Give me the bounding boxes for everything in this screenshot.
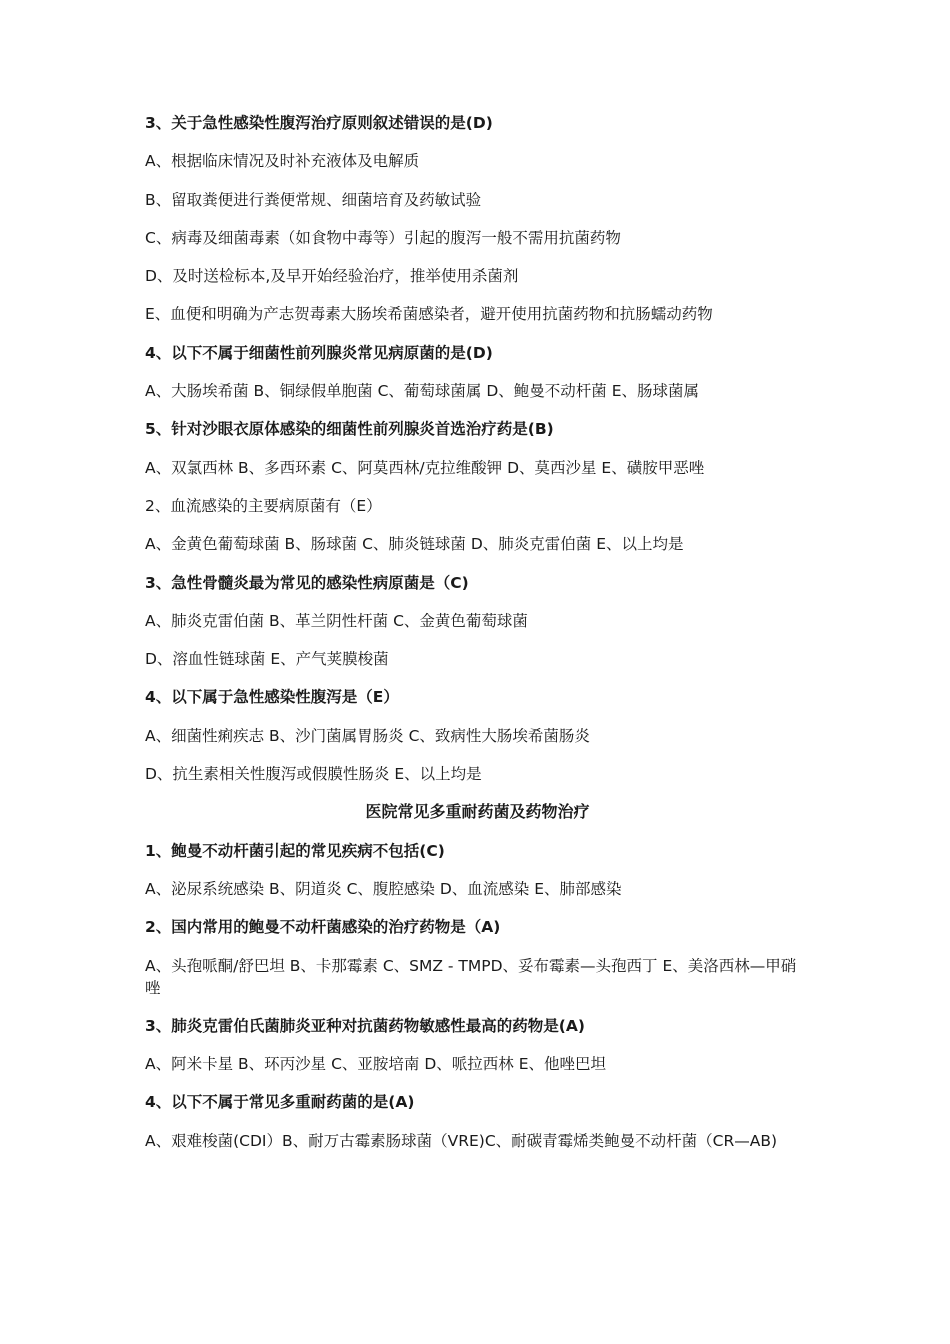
question-line: 2、血流感染的主要病原菌有（E）	[145, 496, 382, 515]
option-line: D、溶血性链球菌 E、产气荚膜梭菌	[145, 650, 389, 669]
option-line: A、泌尿系统感染 B、阴道炎 C、腹腔感染 D、血流感染 E、肺部感染	[145, 879, 622, 898]
section-heading: 医院常见多重耐药菌及药物治疗	[365, 802, 590, 822]
option-line: E、血便和明确为产志贺毒素大肠埃希菌感染者，避开使用抗菌药物和抗肠蠕动药物	[145, 305, 713, 324]
option-line: D、抗生素相关性腹泻或假膜性肠炎 E、以上均是	[145, 765, 482, 784]
document-page	[145, 112, 810, 1168]
question-line: 2、国内常用的鲍曼不动杆菌感染的治疗药物是（A)	[145, 918, 501, 937]
option-line: A、艰难梭菌(CDI）B、耐万古霉素肠球菌（VRE)C、耐碳青霉烯类鲍曼不动杆菌（CR—AB)	[145, 1131, 778, 1150]
option-line: A、双氯西林 B、多西环素 C、阿莫西林/克拉维酸钾 D、莫西沙星 E、磺胺甲恶唑	[145, 458, 705, 477]
option-line: A、细菌性痢疾志 B、沙门菌属胃肠炎 C、致病性大肠埃希菌肠炎	[145, 726, 590, 745]
question-line: 5、针对沙眼衣原体感染的细菌性前列腺炎首选治疗药是(B)	[145, 420, 554, 439]
option-line: A、阿米卡星 B、环丙沙星 C、亚胺培南 D、哌拉西林 E、他唑巴坦	[145, 1055, 606, 1074]
option-line: A、根据临床情况及时补充液体及电解质	[145, 152, 420, 171]
option-line: A、肺炎克雷伯菌 B、革兰阴性杆菌 C、金黄色葡萄球菌	[145, 611, 528, 630]
option-line: A、头孢哌酮/舒巴坦 B、卡那霉素 C、SMZ - TMPD、妥布霉素—头孢西丁 E、美洛西林—甲硝唑	[145, 956, 797, 997]
question-line: 4、以下不属于细菌性前列腺炎常见病原菌的是(D)	[145, 343, 493, 362]
question-line: 4、以下属于急性感染性腹泻是（E）	[145, 688, 399, 707]
question-line: 3、关于急性感染性腹泻治疗原则叙述错误的是(D)	[145, 114, 493, 132]
option-line: C、病毒及细菌毒素（如食物中毒等）引起的腹泻一般不需用抗菌药物	[145, 228, 621, 247]
question-line: 3、急性骨髓炎最为常见的感染性病原菌是（C)	[145, 573, 469, 592]
option-line: A、大肠埃希菌 B、铜绿假单胞菌 C、葡萄球菌属 D、鲍曼不动杆菌 E、肠球菌属	[145, 382, 699, 401]
option-line: A、金黄色葡萄球菌 B、肠球菌 C、肺炎链球菌 D、肺炎克雷伯菌 E、以上均是	[145, 535, 684, 554]
question-line: 4、以下不属于常见多重耐药菌的是(A)	[145, 1093, 415, 1112]
question-line: 3、肺炎克雷伯氏菌肺炎亚种对抗菌药物敏感性最高的药物是(A)	[145, 1016, 585, 1035]
option-line: D、及时送检标本,及早开始经验治疗，推举使用杀菌剂	[145, 267, 519, 286]
question-line: 1、鲍曼不动杆菌引起的常见疾病不包括(C)	[145, 841, 445, 860]
option-line: B、留取粪便进行粪便常规、细菌培育及药敏试验	[145, 190, 482, 209]
